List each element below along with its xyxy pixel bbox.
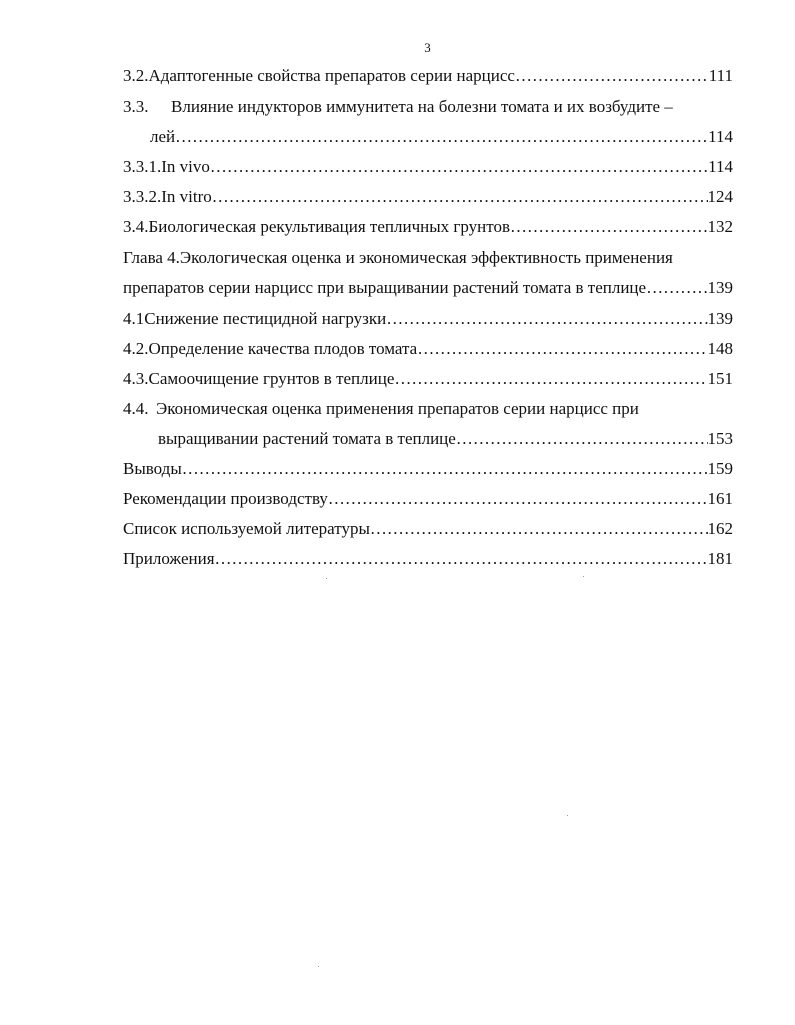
toc-entry-number: 4.2.	[123, 339, 149, 358]
scan-speck	[567, 815, 568, 816]
dot-leader	[182, 456, 708, 482]
toc-entry-title-continued: выращивании растений томата в теплице	[158, 429, 456, 448]
toc-entry-3-3-1	[123, 154, 733, 180]
dot-leader	[456, 426, 708, 452]
scan-speck	[583, 576, 584, 577]
toc-entry-4-3	[123, 366, 733, 392]
toc-entry-title: In vivo	[161, 157, 210, 176]
dot-leader	[417, 336, 707, 362]
dot-leader	[212, 184, 708, 210]
toc-chapter-4-line1: Глава 4.Экологическая оценка и экономическая эффективность применения	[123, 248, 673, 267]
toc-entry-references	[123, 516, 733, 542]
toc-entry-page: 161	[707, 489, 733, 508]
toc-entry-page: 153	[707, 429, 733, 448]
toc-entry-3-3-line2	[150, 124, 733, 150]
scan-speck	[318, 966, 319, 967]
toc-entry-page: 111	[708, 66, 733, 85]
toc-entry-title: Определение качества плодов томата	[148, 339, 418, 358]
toc-entry-title-continued: препаратов серии нарцисс при выращивании растений томата в теплице	[123, 278, 647, 297]
dot-leader	[646, 275, 707, 301]
toc-entry-3-3-line1	[123, 94, 733, 120]
toc-entry-title: Адаптогенные свойства препаратов серии нарцисс	[148, 66, 515, 85]
toc-entry-number: 3.2.	[123, 66, 149, 85]
toc-entry-number: 4.4.	[123, 399, 149, 418]
toc-entry-4-4-line2	[158, 426, 733, 452]
toc-entry-4-2	[123, 336, 733, 362]
toc-chapter-4-line2	[123, 275, 733, 301]
toc-entry-title: Экономическая оценка применения препаратов серии нарцисс при	[156, 399, 639, 418]
toc-entry-title: Список используемой литературы	[123, 519, 370, 538]
toc-entry-page: 159	[707, 459, 733, 478]
toc-entry-page: 148	[707, 339, 733, 358]
toc-entry-number: 3.3.1.	[123, 157, 162, 176]
dot-leader	[215, 546, 708, 572]
toc-entry-page: 139	[707, 309, 733, 328]
toc-entry-title: Влияние индукторов иммунитета на болезни томата и их возбудите –	[171, 97, 673, 116]
toc-entry-4-1	[123, 306, 733, 332]
toc-entry-page: 132	[707, 217, 733, 236]
toc-entry-title: In vitro	[161, 187, 212, 206]
toc-entry-page: 139	[707, 278, 733, 297]
dot-leader	[394, 366, 707, 392]
toc-entry-number: 4.1	[123, 309, 145, 328]
dot-leader	[210, 154, 708, 180]
toc-entry-page: 114	[708, 157, 733, 176]
toc-entry-number: 3.4.	[123, 217, 149, 236]
dot-leader	[370, 516, 708, 542]
scan-speck	[326, 578, 327, 579]
toc-entry-page: 181	[707, 549, 733, 568]
toc-entry-conclusions	[123, 456, 733, 482]
toc-entry-number: 4.3.	[123, 369, 149, 388]
dot-leader	[515, 63, 709, 89]
page-number: 3	[424, 40, 431, 55]
toc-entry-title: Выводы	[123, 459, 182, 478]
dot-leader	[510, 214, 708, 240]
toc-entry-3-4	[123, 214, 733, 240]
toc-entry-title: Приложения	[123, 549, 215, 568]
toc-entry-page: 124	[707, 187, 733, 206]
toc-entry-page: 162	[707, 519, 733, 538]
toc-entry-number: 3.3.2.	[123, 187, 162, 206]
toc-entry-title: Снижение пестицидной нагрузки	[144, 309, 387, 328]
dot-leader	[386, 306, 707, 332]
toc-entry-title: Самоочищение грунтов в теплице	[148, 369, 395, 388]
toc-entry-page: 151	[707, 369, 733, 388]
toc-entry-appendices	[123, 546, 733, 572]
toc-entry-title: Биологическая рекультивация тепличных грунтов	[148, 217, 510, 236]
toc-entry-recommendations	[123, 486, 733, 512]
toc-entry-page: 114	[708, 127, 733, 146]
toc-entry-4-4-line1	[123, 396, 733, 422]
toc-entry-title: Рекомендации производству	[123, 489, 328, 508]
toc-entry-3-2	[123, 63, 733, 89]
dot-leader	[175, 124, 708, 150]
dot-leader	[328, 486, 708, 512]
toc-entry-3-3-2	[123, 184, 733, 210]
toc-entry-title-continued: лей	[150, 127, 176, 146]
toc-entry-number: 3.3.	[123, 97, 149, 116]
